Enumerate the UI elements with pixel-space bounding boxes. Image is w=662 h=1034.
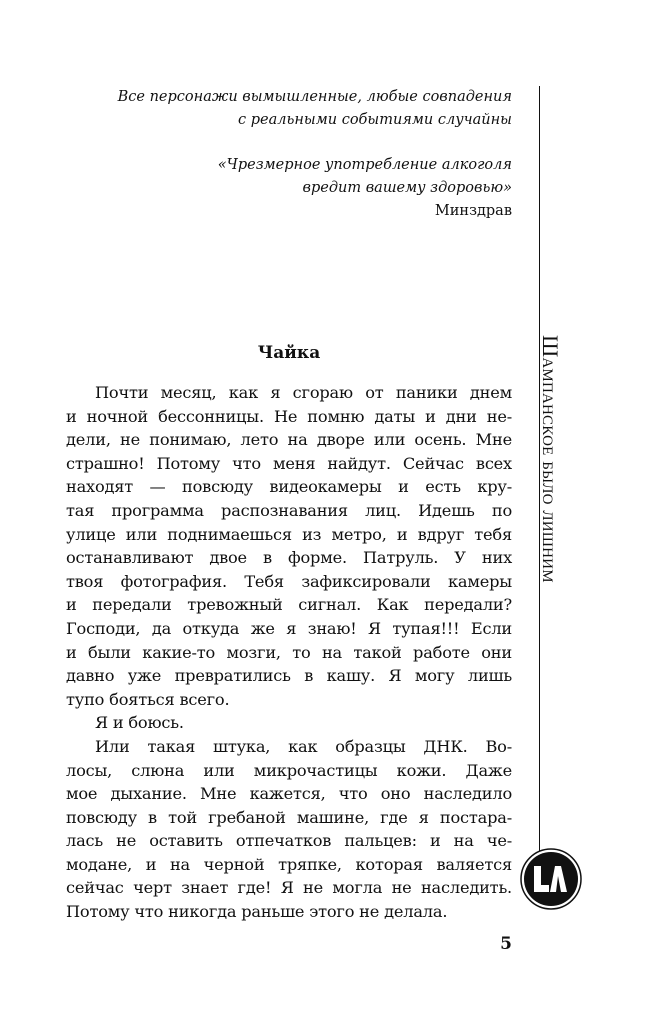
text-line: модане, и на черной тряпке, которая валяется	[66, 854, 512, 874]
text-line: и передали тревожный сигнал. Как передали?	[66, 595, 512, 615]
chapter-title: Чайка	[257, 343, 321, 363]
epigraph-line: вредит вашему здоровью»	[302, 180, 512, 196]
paragraph	[66, 711, 512, 735]
paragraph	[66, 381, 512, 711]
text-line: тупо бояться всего.	[66, 689, 230, 709]
text-line: находят — повсюду видеокамеры и есть кру-	[66, 477, 512, 497]
epigraph-line: с реальными событиями случайны	[238, 112, 512, 128]
epigraph-line: «Чрезмерное употребление алкоголя	[217, 157, 512, 173]
epigraph-line: Все персонажи вымышленные, любые совпадения	[117, 89, 512, 105]
text-line: сейчас черт знает где! Я не могла не наследить.	[66, 878, 512, 898]
text-line: давно уже превратились в кашу. Я могу лишь	[66, 666, 512, 686]
text-line: останавливают двое в форме. Патруль. У них	[66, 548, 512, 568]
chapter-body	[66, 381, 512, 924]
text-line: и были какие-то мозги, то на такой работе они	[66, 642, 512, 662]
text-line: мое дыхание. Мне кажется, что оно наследило	[66, 784, 512, 804]
page-number: 5	[500, 934, 512, 954]
text-line: Потому что никогда раньше этого не делала.	[66, 902, 448, 922]
text-line: и ночной бессонницы. Не помню даты и дни не-	[66, 406, 512, 426]
disclaimer-epigraph	[118, 86, 512, 132]
epigraph-attribution: Минздрав	[434, 203, 512, 219]
text-line: лась не оставить отпечатков пальцев: и на че-	[66, 831, 512, 851]
text-line: дели, не понимаю, лето на дворе или осень. Мне	[66, 430, 512, 450]
text-line: Или такая штука, как образцы ДНК. Во-	[95, 736, 512, 756]
text-line: повсюду в той гребаной машине, где я постара-	[66, 807, 512, 827]
running-title-vertical: Шампанское было лишним	[538, 335, 563, 583]
text-line: Почти месяц, как я сгораю от паники днем	[95, 383, 512, 402]
publisher-logo-icon	[520, 848, 582, 910]
text-line: тая программа распознавания лиц. Идешь по	[66, 500, 512, 520]
text-line: Я и боюсь.	[95, 713, 184, 733]
quote-epigraph	[218, 154, 512, 223]
text-line: твоя фотография. Тебя зафиксировали камеры	[66, 571, 512, 591]
text-line: улице или поднимаешься из метро, и вдруг тебя	[66, 524, 512, 544]
text-line: лосы, слюна или микрочастицы кожи. Даже	[66, 760, 512, 780]
paragraph	[66, 735, 512, 924]
text-line: Господи, да откуда же я знаю! Я тупая!!! Если	[66, 618, 512, 638]
text-line: страшно! Потому что меня найдут. Сейчас всех	[66, 453, 512, 473]
